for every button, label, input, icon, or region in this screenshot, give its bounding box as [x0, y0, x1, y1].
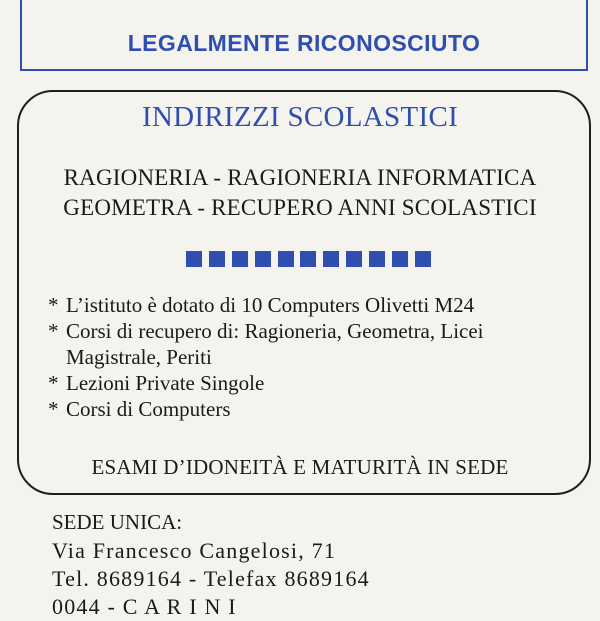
- divider-square: [209, 251, 225, 267]
- square-divider: [186, 251, 431, 268]
- bullet-asterisk: *: [48, 371, 59, 395]
- phone-line: Tel. 8689164 - Telefax 8689164: [52, 566, 370, 591]
- address-line: Via Francesco Cangelosi, 71: [52, 538, 337, 563]
- address-block: [52, 537, 370, 621]
- header-box: [20, 0, 588, 71]
- course-line: GEOMETRA - RECUPERO ANNI SCOLASTICI: [63, 195, 537, 220]
- divider-square: [346, 251, 362, 267]
- divider-square: [232, 251, 248, 267]
- section-title: INDIRIZZI SCOLASTICI: [141, 101, 459, 133]
- feature-item-continuation: [48, 344, 578, 370]
- divider-square: [186, 251, 202, 267]
- sede-label: SEDE UNICA:: [52, 510, 183, 534]
- feature-item: [48, 396, 578, 422]
- divider-square: [392, 251, 408, 267]
- divider-square: [369, 251, 385, 267]
- header-subtitle: LEGALMENTE RICONOSCIUTO: [127, 30, 481, 56]
- bullet-asterisk: *: [48, 397, 59, 421]
- courses-list: [0, 163, 600, 223]
- feature-item: [48, 292, 578, 318]
- feature-item: [48, 318, 578, 344]
- bullet-asterisk: *: [48, 293, 59, 317]
- feature-text: Corsi di recupero di: Ragioneria, Geometra, Licei: [66, 319, 484, 343]
- divider-square: [300, 251, 316, 267]
- feature-text: L’istituto è dotato di 10 Computers Olivetti M24: [66, 293, 475, 317]
- exams-note: ESAMI D’IDONEITÀ E MATURITÀ IN SEDE: [91, 455, 509, 479]
- feature-text: Corsi di Computers: [66, 397, 231, 421]
- feature-item: [48, 370, 578, 396]
- feature-text: Magistrale, Periti: [66, 345, 212, 369]
- divider-square: [415, 251, 431, 267]
- divider-square: [323, 251, 339, 267]
- bullet-asterisk: *: [48, 319, 59, 343]
- course-line: RAGIONERIA - RAGIONERIA INFORMATICA: [63, 165, 537, 190]
- feature-text: Lezioni Private Singole: [66, 371, 265, 395]
- divider-square: [278, 251, 294, 267]
- city-line: 0044 - C A R I N I: [52, 594, 237, 619]
- divider-square: [255, 251, 271, 267]
- features-list: [48, 292, 578, 422]
